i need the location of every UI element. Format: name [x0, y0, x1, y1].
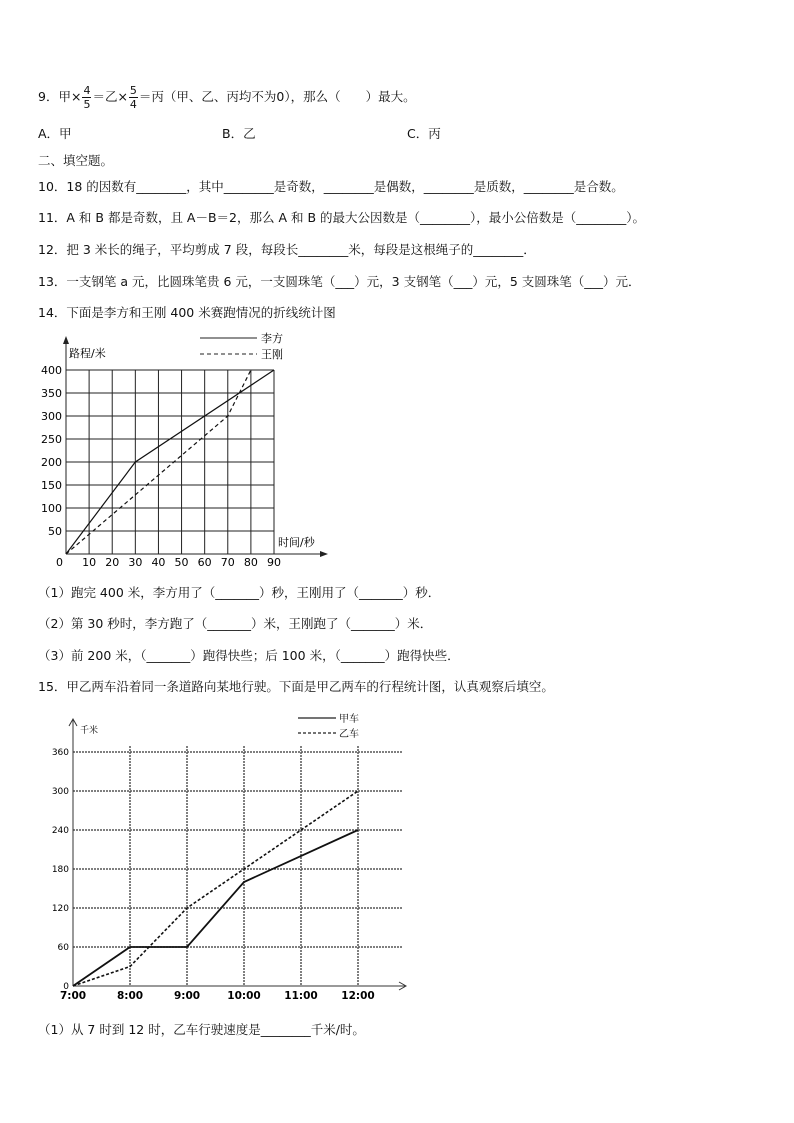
x-tick-label: 20 — [105, 556, 120, 569]
legend-label: 乙车 — [339, 729, 359, 740]
q9-fraction-2: $\frac{5}{4}$ — [129, 84, 137, 111]
q9-fraction-1: $\frac{4}{5}$ — [83, 84, 91, 111]
x-tick-label: 9:00 — [173, 990, 201, 1002]
legend-label: 李方 — [261, 332, 283, 345]
y-tick-label: 120 — [51, 904, 69, 914]
q9-option-b[interactable]: B．乙 — [222, 126, 256, 141]
x-tick-label: 7:00 — [59, 990, 87, 1002]
q9-number: 9． — [38, 89, 59, 104]
x-tick-label: 90 — [267, 556, 281, 569]
y-tick-label: 300 — [51, 787, 69, 797]
x-tick-label: 10 — [82, 556, 97, 569]
x-tick-label: 70 — [220, 556, 235, 569]
x-tick-label: 11:00 — [284, 990, 318, 1002]
q9-option-c[interactable]: C．丙 — [407, 126, 441, 141]
series-line-甲车 — [73, 830, 358, 986]
q11-text: 11．A 和 B 都是奇数，且 A－B＝2，那么 A 和 B 的最大公因数是（________），最小公倍数是（________）。 — [38, 210, 646, 225]
legend-label: 甲车 — [339, 714, 359, 725]
q14-title: 14．下面是李方和王刚 400 米赛跑情况的折线统计图 — [38, 305, 336, 320]
q14-sub3: （3）前 200 米，（_______）跑得快些；后 100 米，（_______）跑得快些． — [38, 648, 460, 663]
x-tick-label: 40 — [151, 556, 166, 569]
x-tick-label: 30 — [128, 556, 143, 569]
y-tick-label: 0 — [63, 982, 69, 992]
q15-sub1: （1）从 7 时到 12 时，乙车行驶速度是________千米/时。 — [38, 1022, 365, 1037]
x-axis-arrow — [399, 982, 406, 990]
q9-mid: ＝乙× — [92, 89, 128, 104]
y-tick-label: 300 — [41, 410, 62, 423]
y-tick-label: 360 — [51, 748, 69, 758]
y-axis-arrow — [69, 719, 77, 726]
y-tick-label: 100 — [41, 502, 62, 515]
y-tick-label: 350 — [41, 387, 62, 400]
x-tick-label: 10:00 — [227, 990, 261, 1002]
legend-label: 王刚 — [261, 348, 283, 361]
y-tick-label: 180 — [51, 865, 69, 875]
section-title: 二、填空题。 — [38, 153, 114, 168]
x-tick-label: 50 — [174, 556, 189, 569]
x-tick-label: 8:00 — [116, 990, 144, 1002]
origin-label: 0 — [56, 556, 63, 569]
y-tick-label: 240 — [51, 826, 69, 836]
series-line-乙车 — [73, 791, 358, 986]
y-tick-label: 60 — [57, 943, 69, 953]
q9-post: ＝丙（甲、乙、丙均不为0），那么（ ）最大。 — [138, 89, 416, 104]
y-tick-label: 150 — [41, 479, 62, 492]
y-tick-label: 50 — [48, 525, 62, 538]
y-axis-label: 路程/米 — [69, 347, 106, 360]
y-tick-label: 200 — [41, 456, 62, 469]
q9-stem — [38, 84, 416, 111]
y-axis-label: 千米 — [80, 726, 99, 736]
x-axis-arrow — [320, 551, 328, 557]
q14-sub2: （2）第 30 秒时，李方跑了（_______）米，王刚跑了（_______）米． — [38, 616, 433, 631]
x-tick-label: 80 — [243, 556, 258, 569]
y-tick-label: 400 — [41, 364, 62, 377]
q15-title: 15．甲乙两车沿着同一条道路向某地行驶。下面是甲乙两车的行程统计图，认真观察后填空。 — [38, 679, 554, 694]
q9-option-a[interactable]: A．甲 — [38, 126, 72, 141]
q10-text: 10．18 的因数有________，其中________是奇数，________是偶数，________是质数，________是合数。 — [38, 179, 624, 194]
y-tick-label: 250 — [41, 433, 62, 446]
x-tick-label: 60 — [197, 556, 212, 569]
x-axis-label: 时间/秒 — [278, 536, 315, 549]
q14-sub1: （1）跑完 400 米，李方用了（_______）秒，王刚用了（_______）秒． — [38, 585, 441, 600]
q12-text: 12．把 3 米长的绳子，平均剪成 7 段，每段长________米，每段是这根绳子的________． — [38, 242, 536, 257]
q9-pre: 甲× — [58, 89, 82, 104]
y-axis-arrow — [63, 336, 69, 344]
x-tick-label: 12:00 — [341, 990, 375, 1002]
series-line-王刚 — [66, 370, 251, 554]
series-line-李方 — [66, 370, 274, 554]
q13-text: 13．一支钢笔 a 元，比圆珠笔贵 6 元，一支圆珠笔（___）元，3 支钢笔（___）元，5 支圆珠笔（___）元． — [38, 274, 641, 289]
